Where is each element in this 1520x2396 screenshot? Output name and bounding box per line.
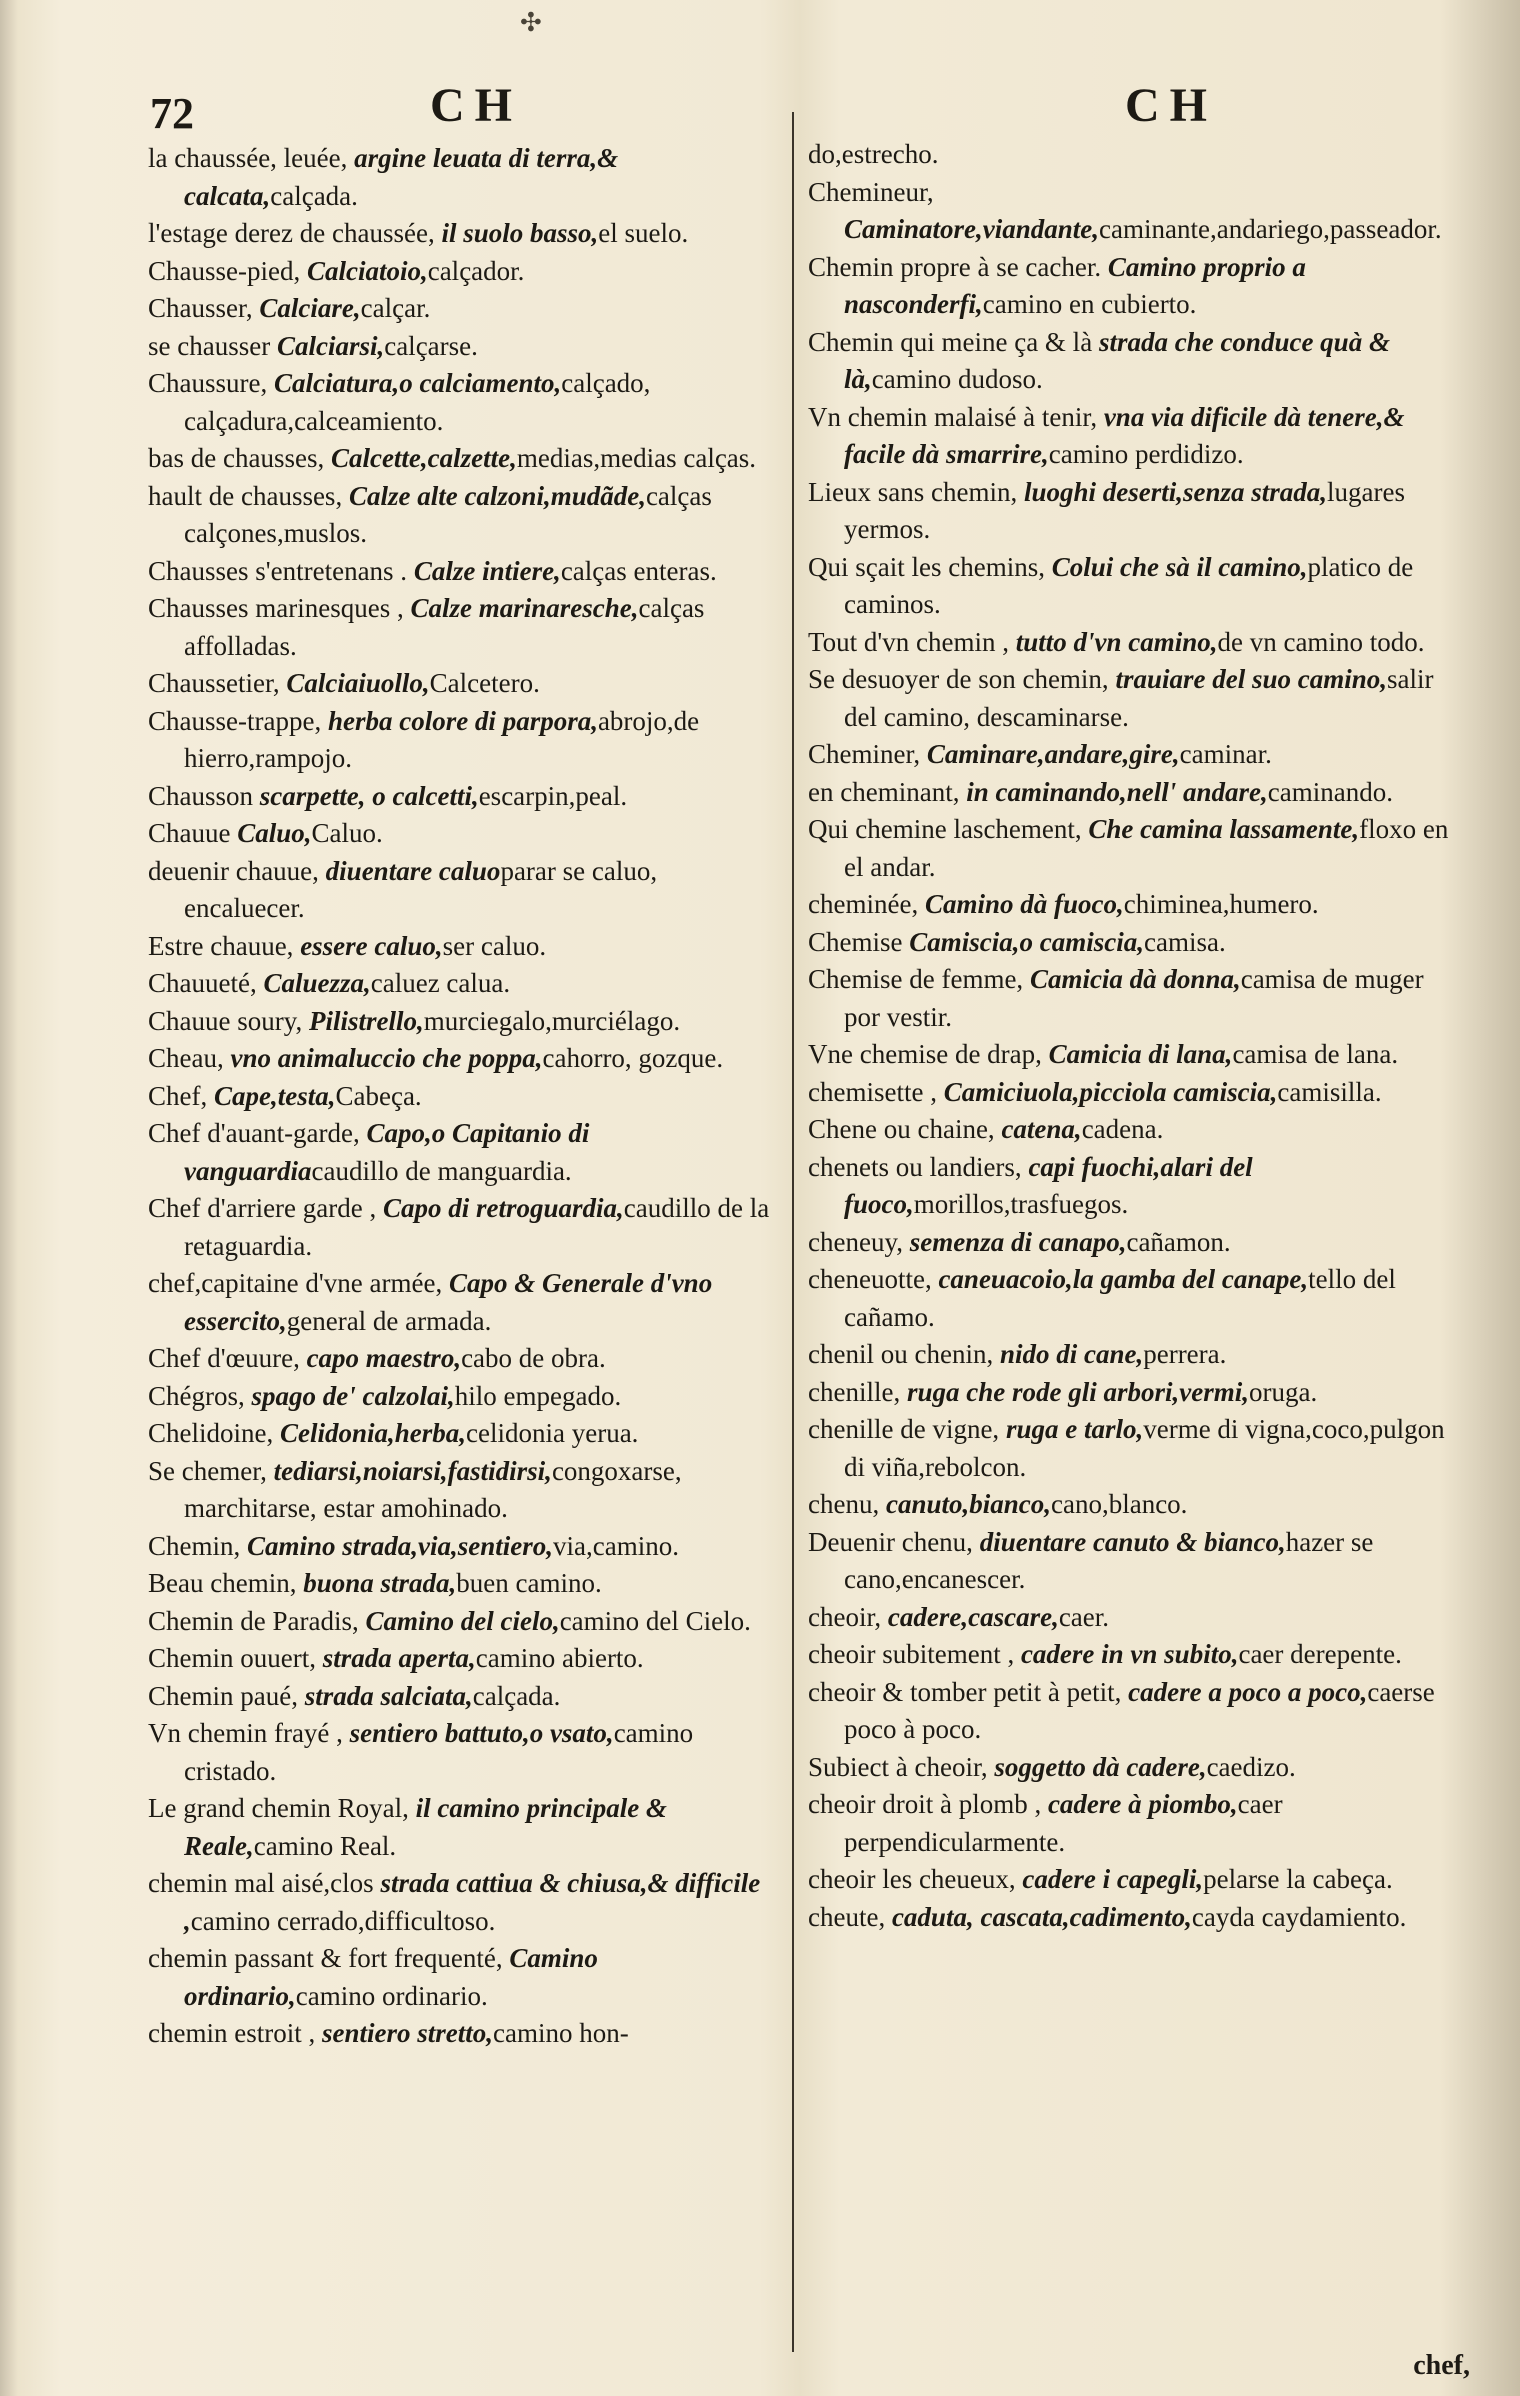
dictionary-entry (808, 736, 1458, 774)
french-headword: l'estage derez de chaussée, (148, 218, 442, 248)
spanish-gloss: caminante,andariego,passeador. (1099, 214, 1442, 244)
spanish-gloss: camino Real. (253, 1830, 397, 1861)
spanish-gloss: calças enteras. (560, 555, 717, 586)
spanish-gloss: camino abierto. (475, 1643, 644, 1673)
dictionary-entry (148, 1453, 778, 1528)
italian-gloss: trauiare del suo camino, (1115, 664, 1387, 694)
french-headword: Chemise (808, 926, 910, 957)
french-headword: se chausser (148, 330, 277, 361)
dictionary-entry (808, 1524, 1458, 1599)
italian-gloss: Celidonia,herba, (279, 1418, 467, 1448)
dictionary-entry (808, 1899, 1458, 1937)
dictionary-entry (808, 774, 1458, 812)
italian-gloss: Capo di retroguardia, (382, 1193, 624, 1223)
dictionary-entry (808, 474, 1458, 549)
spanish-gloss: congoxarse, marchitarse, estar amohinado. (184, 1455, 682, 1523)
spanish-gloss: camisa de muger por vestir. (844, 964, 1424, 1032)
dictionary-entry (148, 965, 778, 1003)
dictionary-entry (148, 440, 778, 478)
italian-gloss: Camiscia,o camiscia, (909, 926, 1144, 957)
italian-gloss: Caluo, (237, 818, 312, 848)
spanish-gloss: hazer se cano,encanescer. (844, 1526, 1374, 1594)
spanish-gloss: oruga. (1248, 1376, 1318, 1407)
french-headword: chenu, (808, 1489, 886, 1519)
dictionary-entry (148, 253, 778, 291)
italian-gloss: Calcette,calzette, (330, 443, 517, 473)
spanish-gloss: medias,medias calças. (516, 443, 757, 473)
catchword: chef, (1413, 2350, 1470, 2381)
french-headword: chef,capitaine d'vne armée, (148, 1268, 449, 1298)
italian-gloss: Camino dà fuoco, (924, 889, 1124, 919)
italian-gloss: capo maestro, (306, 1343, 462, 1373)
spanish-gloss: camino hon- (492, 2018, 629, 2048)
italian-gloss: strada che conduce quà & là, (844, 326, 1390, 394)
french-headword: Vne chemise de drap, (808, 1039, 1049, 1069)
spanish-gloss: cahorro, gozque. (542, 1043, 724, 1073)
spanish-gloss: caer derepente. (1238, 1639, 1402, 1669)
italian-gloss: Calze marinaresche, (410, 593, 639, 623)
dictionary-entry (808, 1374, 1458, 1412)
italian-gloss: cadere à piombo, (1047, 1789, 1238, 1819)
french-headword: chenille, (808, 1376, 907, 1407)
spanish-gloss: buen camino. (456, 1568, 602, 1598)
italian-gloss: ruga e tarlo, (1005, 1414, 1144, 1444)
dictionary-entry (808, 1261, 1458, 1336)
dictionary-entry (808, 174, 1458, 249)
spanish-gloss: caedizo. (1206, 1751, 1296, 1782)
italian-gloss: catena, (1001, 1114, 1082, 1144)
spanish-gloss: tello del cañamo. (844, 1264, 1396, 1332)
dictionary-entry (808, 1749, 1458, 1787)
french-headword: Chauue soury, (148, 1005, 309, 1036)
dictionary-entry (148, 853, 778, 928)
italian-gloss: Calciatura,o calciamento, (273, 368, 562, 398)
spanish-gloss: camino ordinario. (295, 1980, 488, 2011)
italian-gloss: Calciare, (259, 293, 361, 323)
dictionary-entry (808, 1861, 1458, 1899)
italian-gloss: strada aperta, (322, 1643, 476, 1673)
french-headword: cheneuotte, (808, 1264, 939, 1294)
dictionary-entry (148, 553, 778, 591)
french-headword: cheoir, (808, 1601, 888, 1632)
french-headword: Chausse-pied, (148, 255, 307, 286)
italian-gloss: Colui che sà il camino, (1051, 551, 1308, 582)
french-headword: Chausser, (148, 293, 260, 323)
french-headword: Chelidoine, (148, 1418, 280, 1448)
french-headword: chemin estroit , (148, 2018, 322, 2048)
spanish-gloss: camino cristado. (184, 1718, 694, 1786)
italian-gloss: herba colore di parpora, (327, 705, 598, 736)
french-headword: Vn chemin malaisé à tenir, (808, 401, 1104, 432)
left-column (148, 140, 778, 2370)
spanish-gloss: caudillo de la retaguardia. (184, 1193, 770, 1261)
italian-gloss: Camino del cielo, (365, 1605, 560, 1636)
french-headword: Chausses marinesques , (148, 593, 411, 623)
dictionary-entry (808, 399, 1458, 474)
french-headword: Deuenir chenu, (808, 1526, 980, 1557)
italian-gloss: nido di cane, (999, 1339, 1144, 1369)
french-headword: Chene ou chaine, (808, 1114, 1002, 1144)
spanish-gloss: calçada. (472, 1680, 561, 1711)
italian-gloss: Calciaiuollo, (286, 668, 430, 698)
dictionary-entry (808, 549, 1458, 624)
italian-gloss: diuentare canuto & bianco, (979, 1526, 1286, 1557)
dictionary-entry (148, 1040, 778, 1078)
spanish-gloss: calças calçones,muslos. (184, 480, 712, 548)
dictionary-entry (148, 815, 778, 853)
spanish-gloss: salir del camino, descaminarse. (844, 664, 1434, 732)
french-headword: Chauue (148, 818, 238, 848)
dictionary-entry (808, 1036, 1458, 1074)
running-head-left: CH (430, 79, 522, 132)
french-headword: Chemin, (148, 1530, 247, 1561)
dictionary-entry (808, 961, 1458, 1036)
spanish-gloss: Cabeça. (335, 1080, 422, 1111)
french-headword: Vn chemin frayé , (148, 1718, 350, 1748)
italian-gloss: Calciarsi, (276, 330, 385, 361)
dictionary-entry (808, 624, 1458, 662)
french-headword: Chemin de Paradis, (148, 1605, 366, 1636)
french-headword: Lieux sans chemin, (808, 476, 1024, 507)
spanish-gloss: caer perpendicularmente. (844, 1789, 1283, 1857)
spanish-gloss: platico de caminos. (844, 551, 1414, 619)
spanish-gloss: caminando. (1267, 776, 1393, 807)
italian-gloss: Camiciuola,picciola camiscia, (943, 1076, 1278, 1107)
dictionary-entry (808, 1149, 1458, 1224)
dictionary-entry (148, 1003, 778, 1041)
dictionary-entry (148, 1603, 778, 1641)
dictionary-entry (808, 1599, 1458, 1637)
spanish-gloss: camisa de lana. (1232, 1039, 1399, 1069)
italian-gloss: Capo,o Capitanio di vanguardia (184, 1118, 590, 1186)
dictionary-entry (808, 1674, 1458, 1749)
french-headword: Chaussure, (148, 368, 274, 398)
italian-gloss: Calciatoio, (306, 255, 428, 286)
french-headword: Chef, (148, 1080, 214, 1111)
spanish-gloss: Caluo. (311, 818, 383, 848)
french-headword: Chemineur, (808, 176, 934, 207)
spanish-gloss: escarpin,peal. (478, 780, 628, 811)
dictionary-entry (148, 703, 778, 778)
french-headword: cheoir les cheueux, (808, 1864, 1023, 1894)
french-headword: Chauueté, (148, 968, 264, 998)
dictionary-entry (148, 1865, 778, 1940)
spanish-gloss: calçador. (427, 255, 525, 286)
french-headword: Qui chemine laschement, (808, 814, 1089, 844)
spanish-gloss: calçar. (360, 293, 431, 323)
dictionary-entry (148, 1378, 778, 1416)
french-headword: en cheminant, (808, 776, 967, 807)
dictionary-entry (148, 1678, 778, 1716)
dictionary-entry (808, 324, 1458, 399)
spanish-gloss: caudillo de manguardia. (311, 1155, 572, 1186)
spanish-gloss: camino dudoso. (871, 364, 1043, 394)
dictionary-entry (808, 1636, 1458, 1674)
french-headword: Chemin paué, (148, 1680, 305, 1711)
french-headword: Cheau, (148, 1043, 231, 1073)
italian-gloss: vna via dificile dà tenere,& facile dà smarrire, (844, 401, 1405, 469)
spanish-gloss: via,camino. (553, 1530, 679, 1561)
dictionary-entry (148, 1528, 778, 1566)
spanish-gloss: caluez calua. (370, 968, 511, 998)
french-headword: Chausson (148, 780, 260, 811)
french-headword: chemin mal aisé,clos (148, 1868, 381, 1898)
french-headword: bas de chausses, (148, 443, 331, 473)
french-headword: chenille de vigne, (808, 1414, 1006, 1444)
italian-gloss: canuto,bianco, (885, 1489, 1051, 1519)
spanish-gloss: hilo empegado. (454, 1380, 622, 1411)
italian-gloss: capi fuochi,alari del fuoco, (844, 1151, 1253, 1219)
spanish-gloss: Calcetero. (429, 668, 540, 698)
italian-gloss: sentiero battuto,o vsato, (349, 1718, 614, 1748)
french-headword: cheoir droit à plomb , (808, 1789, 1048, 1819)
french-headword: Estre chauue, (148, 930, 301, 961)
italian-gloss: cadere i capegli, (1022, 1864, 1204, 1894)
italian-gloss: il camino principale & Reale, (184, 1793, 667, 1861)
spanish-gloss: perrera. (1143, 1339, 1227, 1369)
spanish-gloss: cayda caydamiento. (1191, 1901, 1407, 1932)
dictionary-entry (148, 328, 778, 366)
french-headword: Chef d'arriere garde , (148, 1193, 383, 1223)
dictionary-entry (148, 778, 778, 816)
spanish-gloss: calçada. (270, 180, 358, 211)
dictionary-entry (808, 1074, 1458, 1112)
french-headword: Se chemer, (148, 1455, 274, 1486)
italian-gloss: Capo & Generale d'vno essercito, (184, 1268, 713, 1336)
spanish-gloss: camino cerrado,difficultoso. (190, 1905, 496, 1936)
french-headword: chemin passant & fort frequenté, (148, 1943, 510, 1973)
italian-gloss: Che camina lassamente, (1088, 814, 1360, 844)
italian-gloss: Camicia dà donna, (1029, 964, 1241, 994)
italian-gloss: scarpette, o calcetti, (259, 780, 479, 811)
dictionary-entry (148, 590, 778, 665)
italian-gloss: semenza di canapo, (909, 1226, 1127, 1257)
dictionary-entry (148, 478, 778, 553)
spanish-gloss: ser caluo. (442, 930, 547, 961)
italian-gloss: cadere a poco a poco, (1128, 1676, 1368, 1707)
french-headword: cheneuy, (808, 1226, 910, 1257)
italian-gloss: diuentare caluo (325, 855, 501, 886)
italian-gloss: Calze alte calzoni,mudãde, (348, 480, 646, 511)
italian-gloss: vno animaluccio che poppa, (230, 1043, 543, 1073)
spanish-gloss: calçarse. (384, 330, 478, 361)
spanish-gloss: de vn camino todo. (1217, 626, 1425, 657)
french-headword: Chemise de femme, (808, 964, 1030, 994)
dictionary-entry (148, 1115, 778, 1190)
italian-gloss: ruga che rode gli arbori,vermi, (906, 1376, 1249, 1407)
dictionary-entry (148, 1265, 778, 1340)
italian-gloss: tutto d'vn camino, (1015, 626, 1218, 657)
spanish-gloss: camisa. (1143, 926, 1226, 957)
italian-gloss: tediarsi,noiarsi,fastidirsi, (273, 1455, 552, 1486)
dictionary-entry (148, 1190, 778, 1265)
dictionary-entry (808, 249, 1458, 324)
italian-gloss: Camino proprio a nasconderfi, (844, 251, 1306, 319)
spanish-gloss: cano,blanco. (1051, 1489, 1188, 1519)
french-headword: hault de chausses, (148, 480, 349, 511)
italian-gloss: cadere in vn subito, (1020, 1639, 1239, 1669)
italian-gloss: Camicia di lana, (1048, 1039, 1233, 1069)
italian-gloss: soggetto dà cadere, (994, 1751, 1207, 1782)
spanish-gloss: cadena. (1081, 1114, 1164, 1144)
italian-gloss: spago de' calzolai, (251, 1380, 455, 1411)
spanish-gloss: camino perdidizo. (1048, 439, 1244, 469)
dictionary-entry (148, 365, 778, 440)
dictionary-entry (148, 928, 778, 966)
spanish-gloss: parar se caluo, encaluecer. (184, 855, 658, 923)
dictionary-entry (148, 1790, 778, 1865)
french-headword: Chef d'auant-garde, (148, 1118, 367, 1148)
french-headword: Chausse-trappe, (148, 705, 328, 736)
dictionary-entry (808, 1111, 1458, 1149)
french-headword: chenets ou landiers, (808, 1151, 1029, 1182)
french-headword: cheoir subitement , (808, 1639, 1021, 1669)
dictionary-entry (808, 1336, 1458, 1374)
italian-gloss: argine leuata di terra,& calcata, (184, 143, 619, 211)
spanish-gloss: do,estrecho. (808, 139, 939, 169)
french-headword: Chemin propre à se cacher. (808, 251, 1108, 282)
spanish-gloss: camino del Cielo. (559, 1605, 751, 1636)
spanish-gloss: cabo de obra. (461, 1343, 606, 1373)
french-headword: Le grand chemin Royal, (148, 1793, 416, 1823)
french-headword: Cheminer, (808, 739, 927, 769)
french-headword: deuenir chauue, (148, 855, 326, 886)
french-headword: cheminée, (808, 889, 925, 919)
dictionary-entry (808, 924, 1458, 962)
spanish-gloss: morillos,trasfuegos. (913, 1189, 1129, 1219)
french-headword: cheute, (808, 1901, 892, 1932)
italian-gloss: cadere,cascare, (887, 1601, 1059, 1632)
right-column (808, 136, 1458, 2366)
dictionary-entry (148, 1078, 778, 1116)
dictionary-entry (148, 1715, 778, 1790)
french-headword: Chaussetier, (148, 668, 287, 698)
dictionary-entry (148, 1640, 778, 1678)
spanish-gloss: celidonia yerua. (466, 1418, 639, 1448)
spanish-gloss: calçado, calçadura,calceamiento. (184, 368, 651, 436)
french-headword: Chemin qui meine ça & là (808, 326, 1099, 357)
french-headword: chemisette , (808, 1076, 944, 1107)
italian-gloss: Caminatore,viandante, (844, 214, 1100, 244)
spanish-gloss: lugares yermos. (844, 476, 1405, 544)
dictionary-entry (808, 1411, 1458, 1486)
spanish-gloss: floxo en el andar. (844, 814, 1449, 882)
dictionary-entry (148, 140, 778, 215)
dictionary-entry (148, 2015, 778, 2053)
dictionary-entry (148, 665, 778, 703)
italian-gloss: luoghi deserti,senza strada, (1023, 476, 1328, 507)
french-headword: Chausses s'entretenans . (148, 555, 414, 586)
ornament-glyph: ✣ (520, 8, 542, 37)
italian-gloss: Caminare,andare,gire, (926, 739, 1180, 769)
italian-gloss: buona strada, (303, 1568, 457, 1598)
spanish-gloss: murciegalo,murciélago. (423, 1005, 681, 1036)
italian-gloss: Pilistrello, (308, 1005, 424, 1036)
dictionary-entry (148, 1565, 778, 1603)
italian-gloss: il suolo basso, (441, 218, 599, 248)
italian-gloss: strada salciata, (304, 1680, 473, 1711)
spanish-gloss: el suelo. (598, 218, 689, 248)
dictionary-entry (148, 1940, 778, 2015)
french-headword: cheoir & tomber petit à petit, (808, 1676, 1129, 1707)
spanish-gloss: general de armada. (286, 1305, 492, 1336)
spanish-gloss: caminar. (1179, 739, 1272, 769)
french-headword: Tout d'vn chemin , (808, 626, 1016, 657)
italian-gloss: essere caluo, (300, 930, 443, 961)
italian-gloss: Calze intiere, (413, 555, 561, 586)
italian-gloss: Camino ordinario, (184, 1943, 598, 2011)
italian-gloss: Caluezza, (263, 968, 371, 998)
dictionary-entry (148, 1340, 778, 1378)
dictionary-entry (808, 661, 1458, 736)
dictionary-entry (808, 1486, 1458, 1524)
dictionary-entry (808, 811, 1458, 886)
dictionary-entry (808, 886, 1458, 924)
spanish-gloss: calças affolladas. (184, 593, 705, 661)
french-headword: la chaussée, leuée, (148, 143, 355, 173)
french-headword: Chemin ouuert, (148, 1643, 323, 1673)
french-headword: Qui sçait les chemins, (808, 551, 1052, 582)
spanish-gloss: caerse poco à poco. (844, 1676, 1435, 1744)
dictionary-entry (808, 136, 1458, 174)
italian-gloss: Camino strada,via,sentiero, (247, 1530, 554, 1561)
french-headword: Chégros, (148, 1380, 252, 1411)
page-number: 72 (150, 89, 194, 138)
dictionary-entry (148, 215, 778, 253)
running-head-right: CH (1125, 79, 1217, 132)
french-headword: Subiect à cheoir, (808, 1751, 995, 1782)
french-headword: Chef d'œuure, (148, 1343, 307, 1373)
column-divider (792, 112, 794, 2352)
spanish-gloss: camino en cubierto. (982, 289, 1197, 319)
french-headword: Beau chemin, (148, 1568, 304, 1598)
french-headword: chenil ou chenin, (808, 1339, 1000, 1369)
italian-gloss: caduta, cascata,cadimento, (891, 1901, 1192, 1932)
dictionary-entry (808, 1224, 1458, 1262)
italian-gloss: in caminando,nell' andare, (966, 776, 1268, 807)
spanish-gloss: verme di vigna,coco,pulgon di viña,rebolcon. (844, 1414, 1445, 1482)
dictionary-entry (808, 1786, 1458, 1861)
french-headword: Se desuoyer de son chemin, (808, 664, 1116, 694)
italian-gloss: sentiero stretto, (321, 2018, 493, 2048)
dictionary-entry (148, 290, 778, 328)
dictionary-entry (148, 1415, 778, 1453)
spanish-gloss: chiminea,humero. (1123, 889, 1319, 919)
italian-gloss: caneuacoio,la gamba del canape, (938, 1264, 1309, 1294)
italian-gloss: strada cattiua & chiusa,& difficile , (184, 1868, 761, 1936)
spanish-gloss: pelarse la cabeça. (1203, 1864, 1393, 1894)
spanish-gloss: cañamon. (1126, 1226, 1231, 1257)
spanish-gloss: camisilla. (1277, 1076, 1382, 1107)
spanish-gloss: abrojo,de hierro,rampojo. (184, 705, 700, 773)
spanish-gloss: caer. (1058, 1601, 1110, 1632)
italian-gloss: Cape,testa, (213, 1080, 336, 1111)
